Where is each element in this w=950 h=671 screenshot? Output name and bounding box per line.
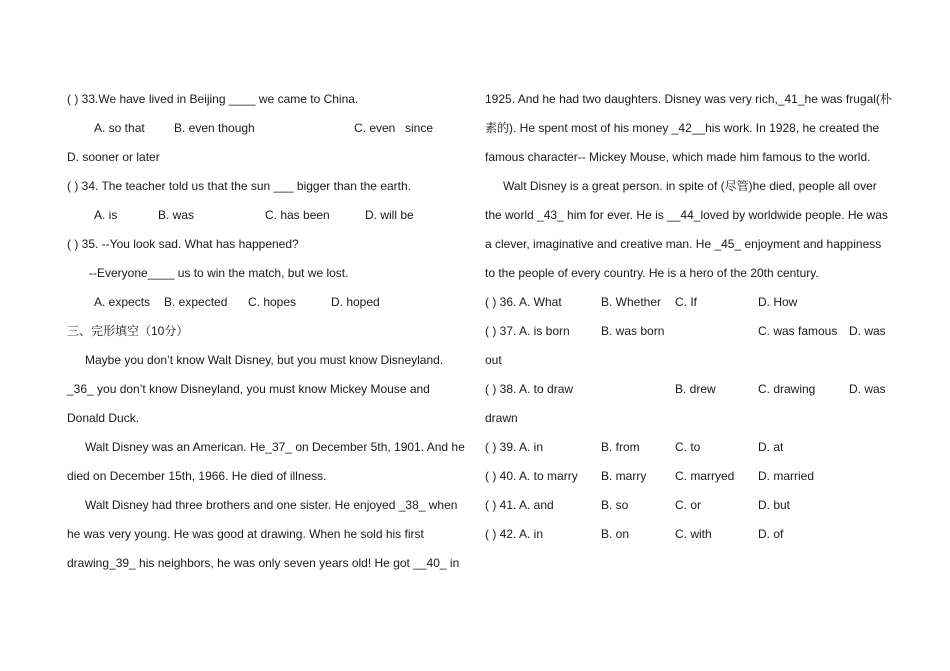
option-d: D. of <box>758 527 784 541</box>
option-d: D. was <box>849 382 886 396</box>
option-c: C. was famous <box>758 324 838 338</box>
passage-line: Maybe you don’t know Walt Disney, but you must know Disneyland. <box>85 353 444 367</box>
q33-options <box>67 119 455 148</box>
section-title: 三、完形填空（10分） <box>67 324 189 338</box>
q37-stem: ( ) 37. A. is born <box>485 324 570 338</box>
q42-stem: ( ) 42. A. in <box>485 527 544 541</box>
option-d: D. but <box>758 498 791 512</box>
q35-stem-2: --Everyone____ us to win the match, but we lost. <box>89 266 349 280</box>
option-a: A. expects <box>94 295 151 309</box>
q36-stem: ( ) 36. A. What <box>485 295 562 309</box>
option-c: C. has been <box>265 208 330 222</box>
option-a: A. so that <box>94 121 145 135</box>
passage-line: Walt Disney is a great person. in spite of (尽管)he died, people all over <box>503 179 877 193</box>
q36-row <box>485 293 885 322</box>
option-d: D. married <box>758 469 815 483</box>
option-b: B. was born <box>601 324 665 338</box>
option-b: B. Whether <box>601 295 662 309</box>
option-d: D. will be <box>365 208 414 222</box>
option-c: C. marryed <box>675 469 735 483</box>
passage-line: famous character-- Mickey Mouse, which made him famous to the world. <box>485 150 871 164</box>
option-b: B. so <box>601 498 629 512</box>
q33-option-d: D. sooner or later <box>67 150 160 164</box>
option-b: B. on <box>601 527 630 541</box>
q38-stem: ( ) 38. A. to draw <box>485 382 574 396</box>
q41-row <box>485 496 885 525</box>
option-c: C. even <box>354 121 396 135</box>
passage-line: he was very young. He was good at drawing. When he sold his first <box>67 527 424 541</box>
option-c-cont: since <box>405 121 434 135</box>
option-a: A. is <box>94 208 118 222</box>
option-c: C. to <box>675 440 701 454</box>
option-b: B. even though <box>174 121 255 135</box>
q40-stem: ( ) 40. A. to marry <box>485 469 578 483</box>
right-column <box>485 90 892 554</box>
q39-stem: ( ) 39. A. in <box>485 440 544 454</box>
option-b: B. marry <box>601 469 647 483</box>
q42-row <box>485 525 885 554</box>
q35-stem: ( ) 35. --You look sad. What has happened? <box>67 237 299 251</box>
q37-option-d-cont: out <box>485 353 502 367</box>
option-d: D. was <box>849 324 886 338</box>
q33-stem: ( ) 33.We have lived in Beijing ____ we came to China. <box>67 92 359 106</box>
option-d: D. at <box>758 440 784 454</box>
left-column <box>67 90 465 583</box>
option-c: C. hopes <box>248 295 297 309</box>
passage-line: drawing_39_ his neighbors, he was only seven years old! He got __40_ in <box>67 556 460 570</box>
passage-line: died on December 15th, 1966. He died of illness. <box>67 469 327 483</box>
option-c: C. drawing <box>758 382 816 396</box>
option-c: C. with <box>675 527 712 541</box>
option-c: C. If <box>675 295 698 309</box>
q37-row <box>485 322 885 351</box>
option-b: B. was <box>158 208 195 222</box>
passage-line: 1925. And he had two daughters. Disney was very rich,_41_he was frugal(朴 <box>485 92 892 106</box>
passage-line: Walt Disney was an American. He_37_ on December 5th, 1901. And he <box>85 440 465 454</box>
option-b: B. from <box>601 440 640 454</box>
q41-stem: ( ) 41. A. and <box>485 498 554 512</box>
q39-row <box>485 438 885 467</box>
option-c: C. or <box>675 498 702 512</box>
passage-line: Walt Disney had three brothers and one sister. He enjoyed _38_ when <box>85 498 458 512</box>
passage-line: Donald Duck. <box>67 411 140 425</box>
option-d: D. hoped <box>331 295 380 309</box>
q34-stem: ( ) 34. The teacher told us that the sun ___ bigger than the earth. <box>67 179 412 193</box>
option-d: D. How <box>758 295 798 309</box>
q34-options <box>67 206 455 235</box>
passage-line: 素的). He spent most of his money _42__his work. In 1928, he created the <box>485 121 880 135</box>
passage-line: a clever, imaginative and creative man. He _45_ enjoyment and happiness <box>485 237 882 251</box>
q35-options <box>67 293 455 322</box>
passage-line: _36_ you don’t know Disneyland, you must know Mickey Mouse and <box>67 382 430 396</box>
q40-row <box>485 467 885 496</box>
q38-option-d-cont: drawn <box>485 411 518 425</box>
passage-line: the world _43_ him for ever. He is __44_loved by worldwide people. He was <box>485 208 888 222</box>
option-b: B. drew <box>675 382 716 396</box>
q38-row <box>485 380 885 409</box>
option-b: B. expected <box>164 295 228 309</box>
passage-line: to the people of every country. He is a hero of the 20th century. <box>485 266 819 280</box>
